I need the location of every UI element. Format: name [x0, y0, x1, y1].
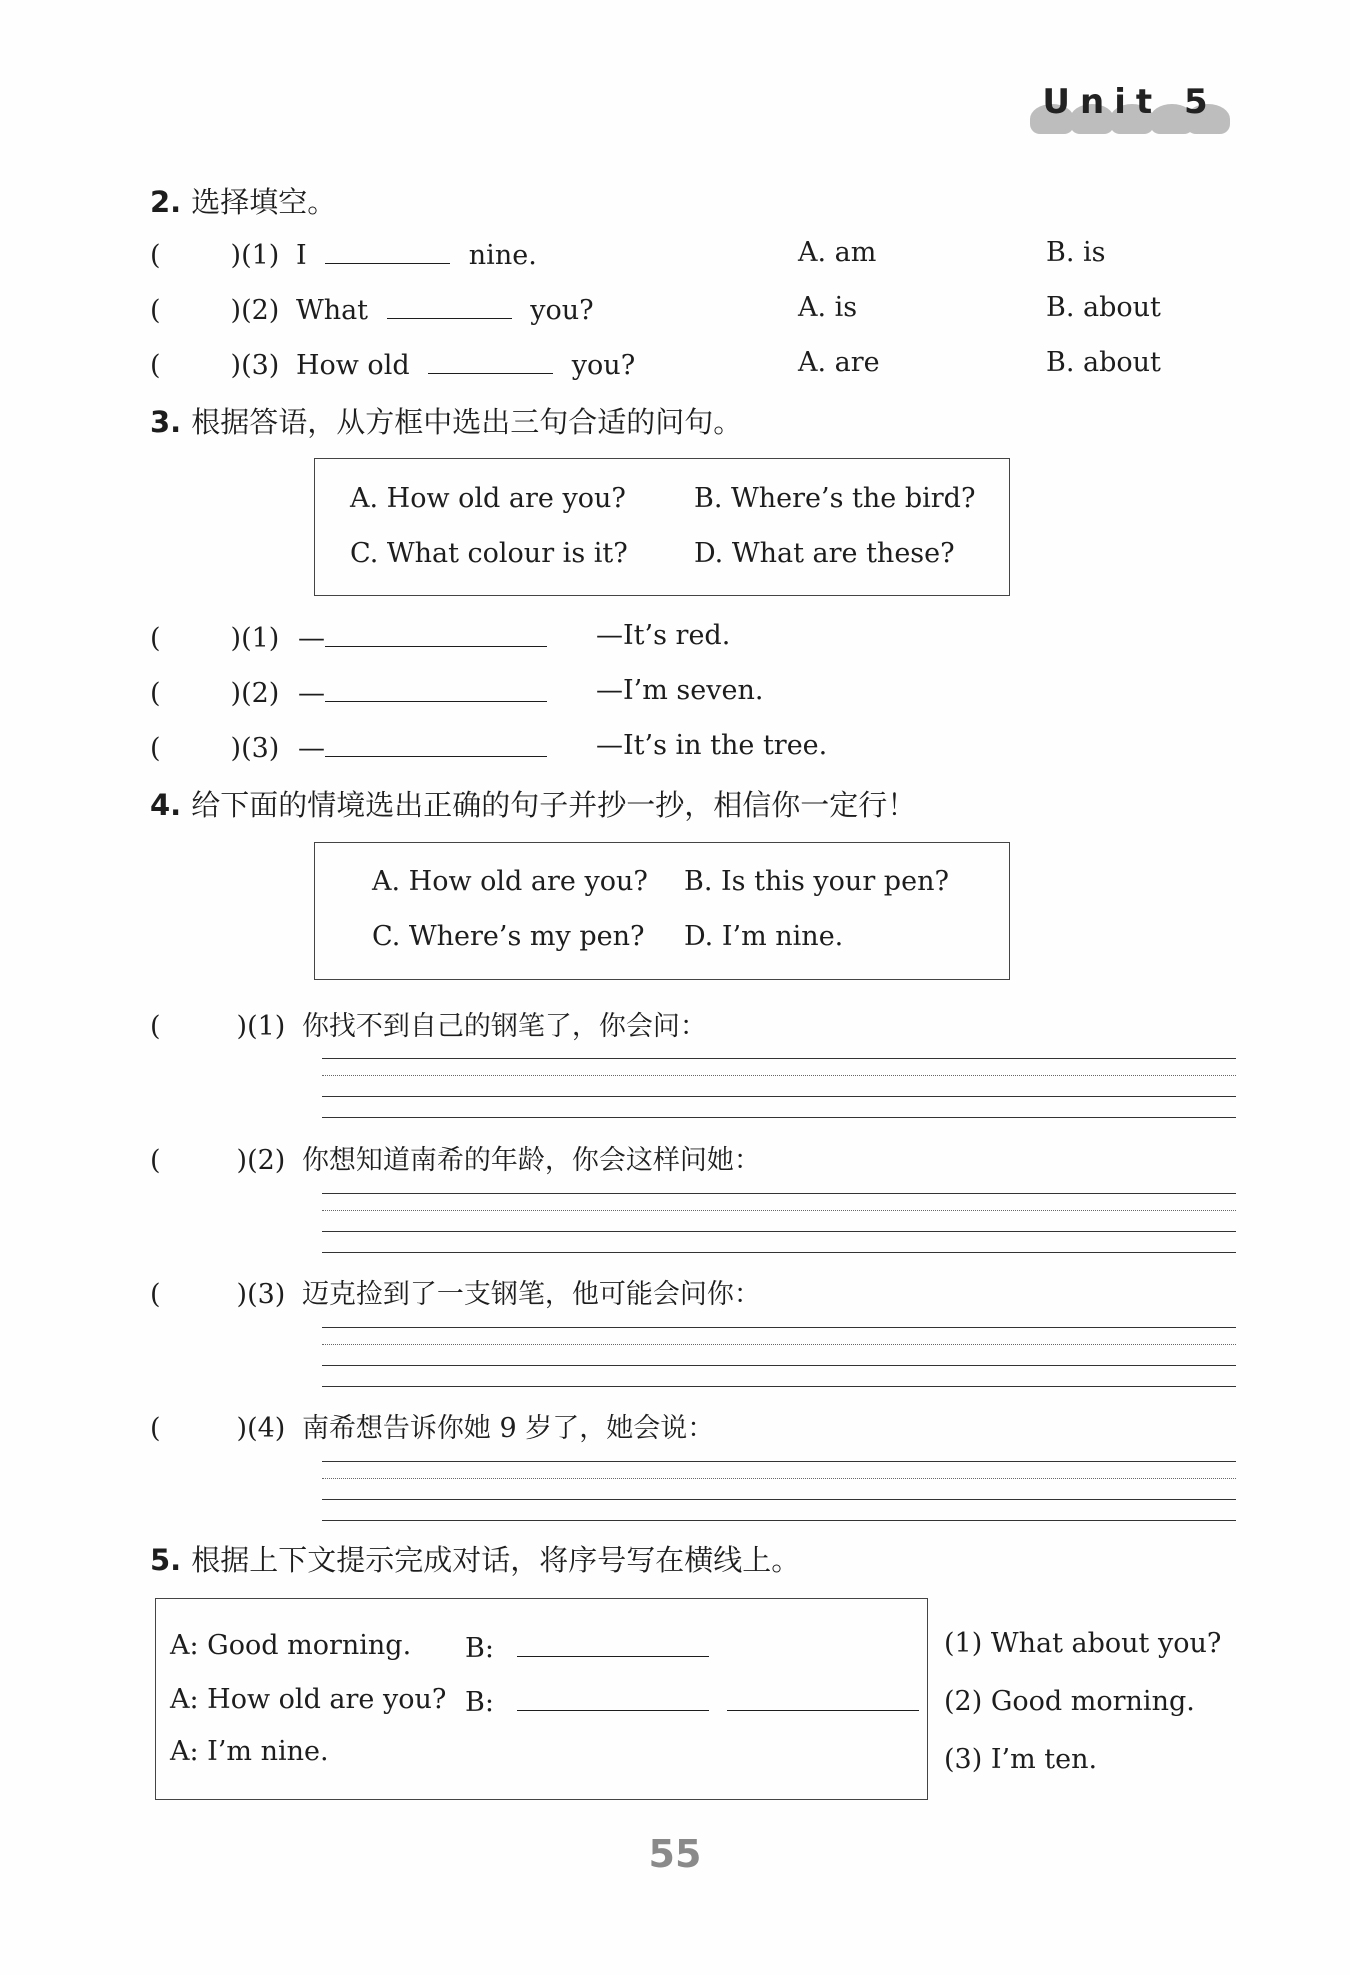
dialog-blank[interactable] — [727, 1684, 919, 1711]
option-b: B. is — [1046, 237, 1106, 268]
unit-badge — [1030, 82, 1230, 134]
s4-q1: ( )(1) 你找不到自己的钢笔了，你会问： — [150, 1011, 707, 1042]
fill-blank[interactable] — [428, 347, 553, 374]
box-option-c: C. Where’s my pen? — [372, 921, 645, 952]
choices-box — [314, 458, 1010, 596]
box-option-d: D. I’m nine. — [684, 921, 844, 952]
dialog-blank[interactable] — [517, 1684, 709, 1711]
option-a: A. are — [798, 347, 880, 378]
s3-q1: ( )(1) — — [150, 620, 547, 654]
s2-q2: ( )(2) What you? — [150, 292, 594, 326]
dialog-line-a: A: How old are you? — [170, 1684, 447, 1715]
box-option-b: B. Is this your pen? — [684, 866, 949, 897]
section-4-title: 4. 给下面的情境选出正确的句子并抄一抄，相信你一定行！ — [150, 788, 917, 822]
option-item: (1) What about you? — [944, 1628, 1222, 1659]
box-option-c: C. What colour is it? — [350, 538, 628, 569]
s2-q1: ( )(1) I nine. — [150, 237, 537, 271]
s4-q3: ( )(3) 迈克捡到了一支钢笔，他可能会问你： — [150, 1279, 761, 1310]
s4-q2: ( )(2) 你想知道南希的年龄，你会这样问她： — [150, 1145, 761, 1176]
s3-q3: ( )(3) — — [150, 730, 547, 764]
option-item: (3) I’m ten. — [944, 1744, 1098, 1775]
answer-text: —It’s in the tree. — [596, 730, 828, 761]
choices-box — [314, 842, 1010, 980]
page-number: 55 — [648, 1832, 702, 1876]
dialog-blank[interactable] — [517, 1630, 709, 1657]
answer-text: —It’s red. — [596, 620, 731, 651]
option-a: A. is — [798, 292, 858, 323]
section-3-title: 3. 根据答语，从方框中选出三句合适的问句。 — [150, 405, 743, 439]
question-blank[interactable] — [325, 675, 547, 702]
s3-q2: ( )(2) — — [150, 675, 547, 709]
fill-blank[interactable] — [325, 237, 450, 264]
dialog-line-b: B: — [465, 1684, 919, 1718]
option-b: B. about — [1046, 347, 1161, 378]
option-a: A. am — [798, 237, 877, 268]
box-option-d: D. What are these? — [694, 538, 955, 569]
unit-title: Unit 5 — [1042, 82, 1218, 122]
s2-q3: ( )(3) How old you? — [150, 347, 635, 381]
section-2-title: 2. 选择填空。 — [150, 185, 337, 219]
option-b: B. about — [1046, 292, 1161, 323]
dialog-line-a: A: Good morning. — [170, 1630, 412, 1661]
section-5-title: 5. 根据上下文提示完成对话，将序号写在横线上。 — [150, 1543, 801, 1577]
fill-blank[interactable] — [387, 292, 512, 319]
answer-text: —I’m seven. — [596, 675, 764, 706]
question-blank[interactable] — [325, 620, 547, 647]
s4-q4: ( )(4) 南希想告诉你她 9 岁了，她会说： — [150, 1413, 715, 1444]
option-item: (2) Good morning. — [944, 1686, 1195, 1717]
dialog-line-a: A: I’m nine. — [170, 1736, 329, 1767]
question-blank[interactable] — [325, 730, 547, 757]
box-option-a: A. How old are you? — [350, 483, 626, 514]
box-option-a: A. How old are you? — [372, 866, 648, 897]
box-option-b: B. Where’s the bird? — [694, 483, 976, 514]
dialog-line-b: B: — [465, 1630, 709, 1664]
